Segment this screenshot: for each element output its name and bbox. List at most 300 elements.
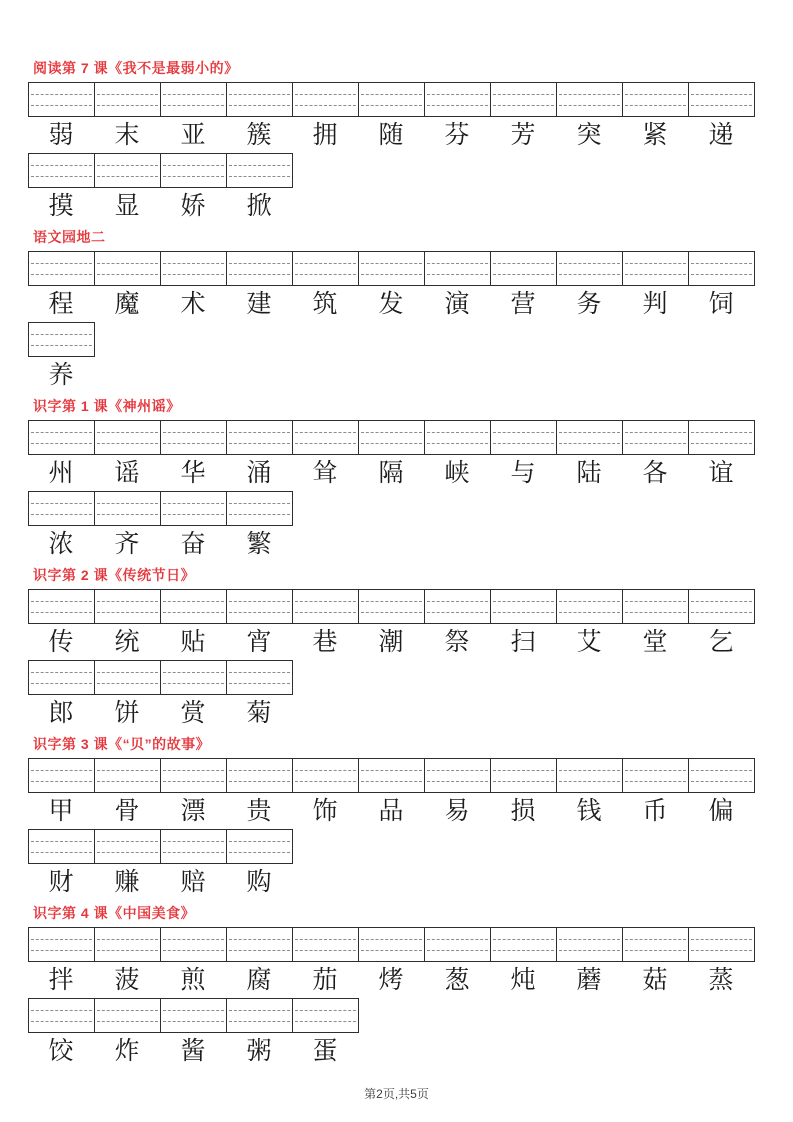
dashed-guideline (625, 612, 686, 613)
dashed-guideline (97, 503, 158, 504)
chinese-character: 递 (708, 120, 734, 149)
pinyin-writing-cell (28, 420, 95, 455)
character-row (28, 628, 793, 656)
dashed-guideline (625, 770, 686, 771)
dashed-guideline (427, 770, 488, 771)
chinese-character: 谣 (114, 458, 140, 487)
dashed-guideline (31, 852, 92, 853)
dashed-guideline (31, 176, 92, 177)
dashed-guideline (493, 770, 554, 771)
pinyin-writing-cell (28, 491, 95, 526)
dashed-guideline (691, 939, 752, 940)
pinyin-writing-cell (490, 82, 557, 117)
dashed-guideline (493, 612, 554, 613)
pinyin-writing-cell (226, 758, 293, 793)
pinyin-writing-cell (556, 758, 623, 793)
dashed-guideline (229, 683, 290, 684)
dashed-guideline (295, 432, 356, 433)
dashed-guideline (97, 672, 158, 673)
pinyin-writing-cell (160, 758, 227, 793)
pinyin-writing-cell (358, 82, 425, 117)
chinese-character: 亚 (180, 120, 206, 149)
dashed-guideline (163, 94, 224, 95)
chinese-character: 繁 (246, 529, 272, 558)
dashed-guideline (427, 601, 488, 602)
dashed-guideline (691, 94, 752, 95)
dashed-guideline (493, 105, 554, 106)
dashed-guideline (361, 105, 422, 106)
pinyin-grid-row (28, 758, 793, 793)
dashed-guideline (625, 443, 686, 444)
chinese-character: 堂 (642, 627, 668, 656)
dashed-guideline (361, 601, 422, 602)
chinese-character: 耸 (312, 458, 338, 487)
pinyin-writing-cell (28, 251, 95, 286)
chinese-character: 突 (576, 120, 602, 149)
dashed-guideline (31, 432, 92, 433)
pinyin-writing-cell (292, 251, 359, 286)
dashed-guideline (361, 770, 422, 771)
chinese-character: 菇 (642, 965, 668, 994)
pinyin-writing-cell (28, 153, 95, 188)
pinyin-writing-cell (688, 251, 755, 286)
pinyin-writing-cell (622, 589, 689, 624)
chinese-character: 芳 (510, 120, 536, 149)
chinese-character: 钱 (576, 796, 602, 825)
pinyin-writing-cell (160, 491, 227, 526)
chinese-character: 烤 (378, 965, 404, 994)
dashed-guideline (163, 950, 224, 951)
dashed-guideline (97, 105, 158, 106)
dashed-guideline (229, 443, 290, 444)
page-number-footer: 第2页,共5页 (364, 1087, 429, 1101)
dashed-guideline (361, 263, 422, 264)
character-row (28, 966, 793, 994)
dashed-guideline (229, 939, 290, 940)
dashed-guideline (559, 781, 620, 782)
chinese-character: 掀 (246, 191, 272, 220)
chinese-character: 营 (510, 289, 536, 318)
dashed-guideline (31, 443, 92, 444)
chinese-character: 峡 (444, 458, 470, 487)
dashed-guideline (31, 950, 92, 951)
pinyin-writing-cell (226, 589, 293, 624)
dashed-guideline (163, 432, 224, 433)
dashed-guideline (625, 950, 686, 951)
pinyin-writing-cell (28, 829, 95, 864)
dashed-guideline (691, 274, 752, 275)
pinyin-writing-cell (490, 420, 557, 455)
pinyin-writing-cell (292, 589, 359, 624)
dashed-guideline (691, 781, 752, 782)
chinese-character: 菠 (114, 965, 140, 994)
chinese-character: 传 (48, 627, 74, 656)
dashed-guideline (163, 1010, 224, 1011)
pinyin-writing-cell (94, 420, 161, 455)
section-title: 语文园地二 (33, 229, 106, 245)
dashed-guideline (31, 274, 92, 275)
dashed-guideline (295, 612, 356, 613)
section-title: 阅读第 7 课《我不是最弱小的》 (33, 60, 239, 76)
dashed-guideline (31, 601, 92, 602)
character-row (28, 699, 793, 727)
dashed-guideline (625, 939, 686, 940)
pinyin-grid-row (28, 153, 793, 188)
pinyin-writing-cell (94, 589, 161, 624)
dashed-guideline (163, 1021, 224, 1022)
pinyin-writing-cell (490, 927, 557, 962)
dashed-guideline (361, 612, 422, 613)
pinyin-writing-cell (28, 589, 95, 624)
dashed-guideline (229, 274, 290, 275)
dashed-guideline (625, 432, 686, 433)
dashed-guideline (361, 939, 422, 940)
pinyin-writing-cell (160, 660, 227, 695)
dashed-guideline (625, 274, 686, 275)
dashed-guideline (295, 781, 356, 782)
dashed-guideline (163, 503, 224, 504)
dashed-guideline (691, 612, 752, 613)
dashed-guideline (31, 1021, 92, 1022)
chinese-character: 煎 (180, 965, 206, 994)
pinyin-writing-cell (490, 758, 557, 793)
chinese-character: 潮 (378, 627, 404, 656)
pinyin-writing-cell (94, 998, 161, 1033)
pinyin-writing-cell (94, 491, 161, 526)
pinyin-writing-cell (94, 153, 161, 188)
dashed-guideline (295, 770, 356, 771)
chinese-character: 炸 (114, 1036, 140, 1065)
pinyin-writing-cell (688, 758, 755, 793)
pinyin-writing-cell (160, 153, 227, 188)
dashed-guideline (229, 94, 290, 95)
dashed-guideline (427, 612, 488, 613)
pinyin-writing-cell (226, 153, 293, 188)
dashed-guideline (691, 950, 752, 951)
dashed-guideline (97, 770, 158, 771)
pinyin-writing-cell (358, 758, 425, 793)
dashed-guideline (559, 432, 620, 433)
pinyin-writing-cell (160, 998, 227, 1033)
pinyin-writing-cell (688, 82, 755, 117)
dashed-guideline (229, 770, 290, 771)
dashed-guideline (229, 105, 290, 106)
dashed-guideline (559, 950, 620, 951)
chinese-character: 筑 (312, 289, 338, 318)
dashed-guideline (229, 263, 290, 264)
worksheet-section (28, 905, 793, 1065)
dashed-guideline (163, 852, 224, 853)
pinyin-writing-cell (28, 82, 95, 117)
pinyin-writing-cell (28, 322, 95, 357)
dashed-guideline (163, 841, 224, 842)
dashed-guideline (163, 105, 224, 106)
dashed-guideline (31, 105, 92, 106)
pinyin-grid-row (28, 251, 793, 286)
dashed-guideline (625, 781, 686, 782)
section-title: 识字第 2 课《传统节日》 (33, 567, 196, 583)
chinese-character: 饼 (114, 698, 140, 727)
pinyin-grid-row (28, 927, 793, 962)
dashed-guideline (691, 105, 752, 106)
chinese-character: 显 (114, 191, 140, 220)
chinese-character: 偏 (708, 796, 734, 825)
dashed-guideline (493, 274, 554, 275)
dashed-guideline (361, 432, 422, 433)
chinese-character: 贴 (180, 627, 206, 656)
chinese-character: 饰 (312, 796, 338, 825)
chinese-character: 损 (510, 796, 536, 825)
dashed-guideline (427, 939, 488, 940)
character-row (28, 797, 793, 825)
chinese-character: 州 (48, 458, 74, 487)
pinyin-grid-row (28, 82, 793, 117)
section-title: 识字第 1 课《神州谣》 (33, 398, 181, 414)
dashed-guideline (493, 94, 554, 95)
chinese-character: 腐 (246, 965, 272, 994)
chinese-character: 涌 (246, 458, 272, 487)
pinyin-writing-cell (160, 251, 227, 286)
dashed-guideline (361, 781, 422, 782)
dashed-guideline (295, 263, 356, 264)
chinese-character: 易 (444, 796, 470, 825)
pinyin-writing-cell (688, 927, 755, 962)
dashed-guideline (97, 263, 158, 264)
worksheet-section (28, 229, 793, 389)
pinyin-writing-cell (688, 589, 755, 624)
pinyin-writing-cell (490, 251, 557, 286)
chinese-character: 发 (378, 289, 404, 318)
pinyin-writing-cell (292, 420, 359, 455)
chinese-character: 术 (180, 289, 206, 318)
dashed-guideline (163, 672, 224, 673)
dashed-guideline (229, 165, 290, 166)
dashed-guideline (295, 443, 356, 444)
pinyin-writing-cell (424, 82, 491, 117)
chinese-character: 品 (378, 796, 404, 825)
dashed-guideline (31, 345, 92, 346)
pinyin-writing-cell (226, 829, 293, 864)
pinyin-writing-cell (226, 491, 293, 526)
pinyin-grid-row (28, 491, 793, 526)
pinyin-writing-cell (622, 82, 689, 117)
pinyin-writing-cell (622, 251, 689, 286)
pinyin-writing-cell (160, 589, 227, 624)
chinese-character: 娇 (180, 191, 206, 220)
dashed-guideline (163, 263, 224, 264)
dashed-guideline (229, 503, 290, 504)
dashed-guideline (229, 514, 290, 515)
dashed-guideline (229, 672, 290, 673)
character-row (28, 121, 793, 149)
chinese-character: 扫 (510, 627, 536, 656)
pinyin-writing-cell (226, 998, 293, 1033)
chinese-character: 拥 (312, 120, 338, 149)
chinese-character: 弱 (48, 120, 74, 149)
dashed-guideline (295, 601, 356, 602)
dashed-guideline (559, 612, 620, 613)
chinese-character: 养 (48, 360, 74, 389)
dashed-guideline (625, 94, 686, 95)
dashed-guideline (295, 94, 356, 95)
dashed-guideline (229, 1010, 290, 1011)
pinyin-writing-cell (424, 927, 491, 962)
dashed-guideline (97, 781, 158, 782)
chinese-character: 摸 (48, 191, 74, 220)
chinese-character: 各 (642, 458, 668, 487)
chinese-character: 葱 (444, 965, 470, 994)
dashed-guideline (163, 274, 224, 275)
pinyin-writing-cell (160, 420, 227, 455)
dashed-guideline (559, 939, 620, 940)
dashed-guideline (163, 781, 224, 782)
chinese-character: 饲 (708, 289, 734, 318)
chinese-character: 齐 (114, 529, 140, 558)
chinese-character: 谊 (708, 458, 734, 487)
pinyin-writing-cell (94, 82, 161, 117)
pinyin-writing-cell (688, 420, 755, 455)
dashed-guideline (229, 176, 290, 177)
chinese-character: 酱 (180, 1036, 206, 1065)
chinese-character: 蘑 (576, 965, 602, 994)
chinese-character: 郎 (48, 698, 74, 727)
dashed-guideline (31, 503, 92, 504)
pinyin-writing-cell (292, 927, 359, 962)
character-row (28, 1037, 793, 1065)
chinese-character: 拌 (48, 965, 74, 994)
pinyin-writing-cell (556, 251, 623, 286)
pinyin-grid-row (28, 829, 793, 864)
pinyin-writing-cell (94, 927, 161, 962)
dashed-guideline (163, 612, 224, 613)
pinyin-writing-cell (94, 660, 161, 695)
dashed-guideline (97, 443, 158, 444)
dashed-guideline (31, 514, 92, 515)
dashed-guideline (163, 770, 224, 771)
dashed-guideline (361, 274, 422, 275)
character-row (28, 192, 793, 220)
dashed-guideline (31, 165, 92, 166)
dashed-guideline (97, 94, 158, 95)
dashed-guideline (493, 939, 554, 940)
dashed-guideline (229, 841, 290, 842)
chinese-character: 巷 (312, 627, 338, 656)
pinyin-grid-row (28, 589, 793, 624)
pinyin-writing-cell (160, 829, 227, 864)
dashed-guideline (427, 950, 488, 951)
dashed-guideline (31, 939, 92, 940)
chinese-character: 赏 (180, 698, 206, 727)
chinese-character: 隔 (378, 458, 404, 487)
dashed-guideline (163, 443, 224, 444)
pinyin-writing-cell (292, 998, 359, 1033)
dashed-guideline (427, 781, 488, 782)
chinese-character: 祭 (444, 627, 470, 656)
dashed-guideline (163, 165, 224, 166)
character-row (28, 290, 793, 318)
dashed-guideline (97, 274, 158, 275)
dashed-guideline (559, 105, 620, 106)
dashed-guideline (163, 939, 224, 940)
character-row (28, 459, 793, 487)
dashed-guideline (559, 601, 620, 602)
dashed-guideline (97, 683, 158, 684)
pinyin-writing-cell (490, 589, 557, 624)
pinyin-writing-cell (358, 927, 425, 962)
dashed-guideline (493, 443, 554, 444)
pinyin-writing-cell (556, 82, 623, 117)
dashed-guideline (229, 781, 290, 782)
pinyin-grid-row (28, 660, 793, 695)
pinyin-writing-cell (160, 82, 227, 117)
dashed-guideline (427, 443, 488, 444)
dashed-guideline (97, 165, 158, 166)
dashed-guideline (295, 1021, 356, 1022)
chinese-character: 紧 (642, 120, 668, 149)
dashed-guideline (559, 263, 620, 264)
pinyin-writing-cell (622, 420, 689, 455)
chinese-character: 随 (378, 120, 404, 149)
dashed-guideline (559, 770, 620, 771)
chinese-character: 末 (114, 120, 140, 149)
pinyin-writing-cell (424, 420, 491, 455)
chinese-character: 炖 (510, 965, 536, 994)
chinese-character: 蒸 (708, 965, 734, 994)
pinyin-grid-row (28, 420, 793, 455)
pinyin-writing-cell (94, 829, 161, 864)
chinese-character: 魔 (114, 289, 140, 318)
pinyin-writing-cell (556, 927, 623, 962)
chinese-character: 陆 (576, 458, 602, 487)
character-row (28, 868, 793, 896)
chinese-character: 艾 (576, 627, 602, 656)
pinyin-writing-cell (622, 927, 689, 962)
worksheet-section (28, 736, 793, 896)
pinyin-writing-cell (424, 251, 491, 286)
dashed-guideline (625, 263, 686, 264)
chinese-character: 菊 (246, 698, 272, 727)
pinyin-writing-cell (94, 251, 161, 286)
pinyin-writing-cell (424, 758, 491, 793)
dashed-guideline (493, 263, 554, 264)
dashed-guideline (295, 950, 356, 951)
chinese-character: 赔 (180, 867, 206, 896)
pinyin-writing-cell (226, 82, 293, 117)
dashed-guideline (691, 601, 752, 602)
chinese-character: 浓 (48, 529, 74, 558)
dashed-guideline (427, 94, 488, 95)
pinyin-writing-cell (556, 589, 623, 624)
pinyin-writing-cell (28, 660, 95, 695)
dashed-guideline (625, 601, 686, 602)
pinyin-writing-cell (160, 927, 227, 962)
dashed-guideline (625, 105, 686, 106)
dashed-guideline (97, 939, 158, 940)
dashed-guideline (295, 274, 356, 275)
chinese-character: 币 (642, 796, 668, 825)
worksheet-section (28, 398, 793, 558)
dashed-guideline (229, 852, 290, 853)
dashed-guideline (229, 950, 290, 951)
dashed-guideline (559, 274, 620, 275)
dashed-guideline (31, 683, 92, 684)
pinyin-writing-cell (226, 660, 293, 695)
chinese-character: 程 (48, 289, 74, 318)
pinyin-writing-cell (358, 589, 425, 624)
dashed-guideline (229, 1021, 290, 1022)
chinese-character: 宵 (246, 627, 272, 656)
pinyin-writing-cell (358, 251, 425, 286)
